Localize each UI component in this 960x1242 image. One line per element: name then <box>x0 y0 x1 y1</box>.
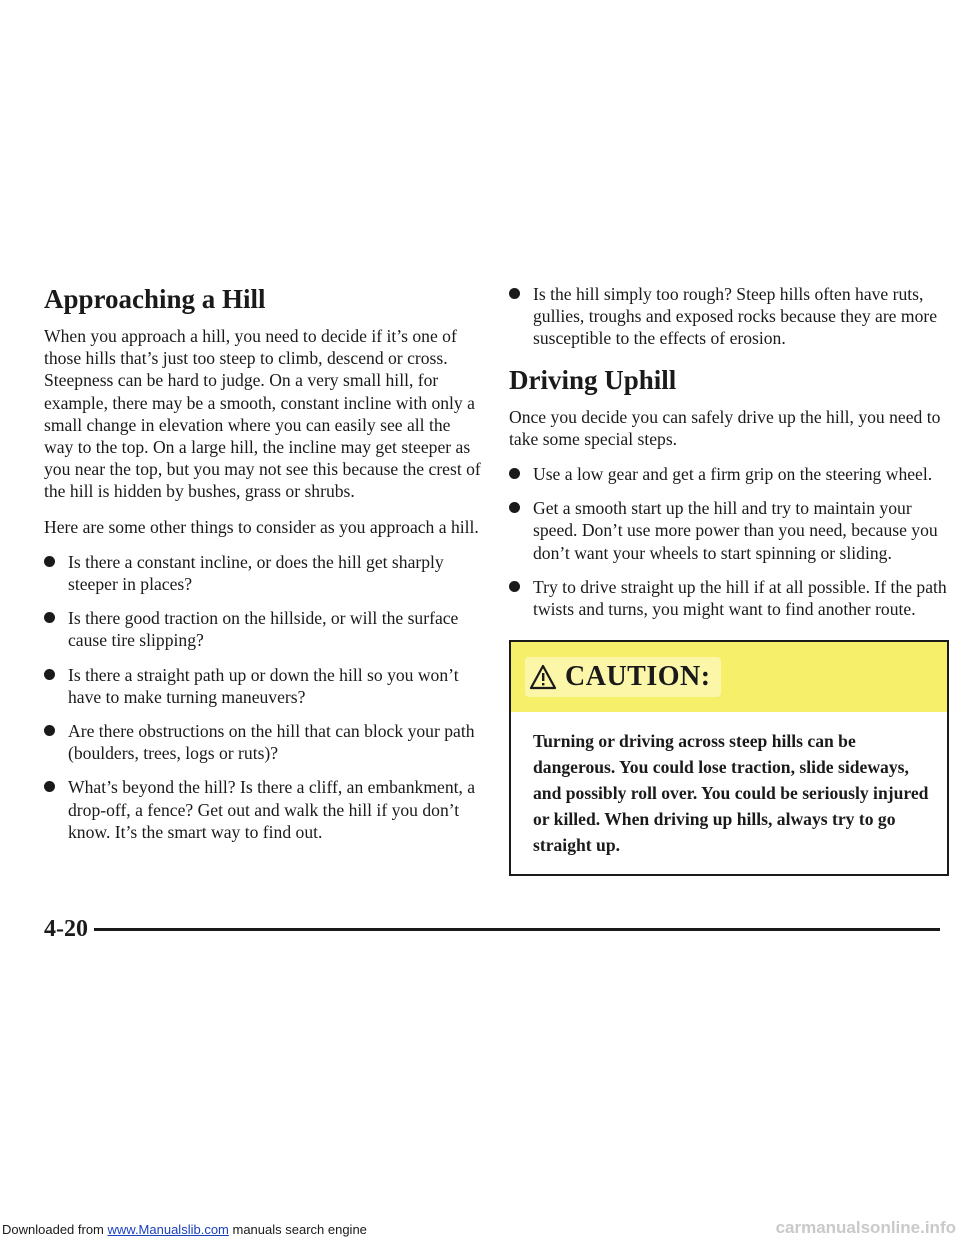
watermark: carmanualsonline.info <box>775 1218 956 1237</box>
uphill-steps-list <box>509 463 951 620</box>
list-item: Is there good traction on the hillside, or will the surface cause tire slipping? <box>44 607 484 651</box>
list-item: Try to drive straight up the hill if at all possible. If the path twists and turns, you might want to find another route. <box>509 576 951 620</box>
caution-text: Turning or driving across steep hills can be dangerous. You could lose traction, slide sideways, and possibly roll over. You could be seriously injured or killed. When driving up hills, always try to go straight up. <box>533 731 929 856</box>
caution-title: CAUTION: <box>565 661 711 693</box>
list-item: Use a low gear and get a firm grip on the steering wheel. <box>509 463 951 485</box>
list-item: Are there obstructions on the hill that can block your path (boulders, trees, logs or ruts)? <box>44 720 484 764</box>
left-column <box>44 283 484 855</box>
bullet-icon <box>44 669 55 680</box>
section-heading-approaching-hill: Approaching a Hill <box>44 284 266 314</box>
caution-label <box>525 657 721 697</box>
caution-header <box>511 642 947 712</box>
uphill-intro-paragraph: Once you decide you can safely drive up the hill, you need to take some special steps. <box>509 406 941 449</box>
warning-triangle-icon <box>529 664 557 690</box>
bullet-icon <box>44 612 55 623</box>
list-item: Is there a constant incline, or does the hill get sharply steeper in places? <box>44 551 484 595</box>
bullet-icon <box>509 502 520 513</box>
intro-paragraph: When you approach a hill, you need to decide if it’s one of those hills that’s just too steep to climb, descend or cross. Steepness can be hard to judge. On a very small hill, for example, there may be a smooth, constant incline with only a small change in elevation where you can easily see all the way to the top. On a large hill, the incline may get steeper as you near the top, but you may not see this because the crest of the hill is hidden by bushes, grass or shrubs. <box>44 326 481 502</box>
hill-considerations-list <box>44 551 484 843</box>
page-number: 4-20 <box>44 916 88 942</box>
section-heading-driving-uphill: Driving Uphill <box>509 364 677 395</box>
consider-paragraph: Here are some other things to consider as you approach a hill. <box>44 516 479 537</box>
bullet-icon <box>44 781 55 792</box>
rough-hill-list <box>509 283 951 350</box>
list-item: What’s beyond the hill? Is there a cliff, an embankment, a drop-off, a fence? Get out and walk the hill if you don’t know. It’s the smart way to find out. <box>44 776 484 843</box>
bullet-icon <box>44 725 55 736</box>
bullet-icon <box>509 468 520 479</box>
download-credit: Downloaded from www.Manualslib.com manuals search engine <box>2 1222 367 1237</box>
list-item: Is the hill simply too rough? Steep hills often have ruts, gullies, troughs and exposed rocks because they are more susceptible to the effects of erosion. <box>509 283 951 350</box>
page-footer <box>44 916 940 943</box>
caution-box <box>509 640 949 876</box>
list-item: Get a smooth start up the hill and try to maintain your speed. Don’t use more power than you need, because you don’t want your wheels to start spinning or sliding. <box>509 497 951 564</box>
list-item: Is there a straight path up or down the hill so you won’t have to make turning maneuvers? <box>44 664 484 708</box>
right-column <box>509 283 951 876</box>
bullet-icon <box>44 556 55 567</box>
footer-rule <box>94 928 940 931</box>
manualslib-link[interactable]: www.Manualslib.com <box>107 1222 229 1237</box>
bullet-icon <box>509 581 520 592</box>
bullet-icon <box>509 288 520 299</box>
